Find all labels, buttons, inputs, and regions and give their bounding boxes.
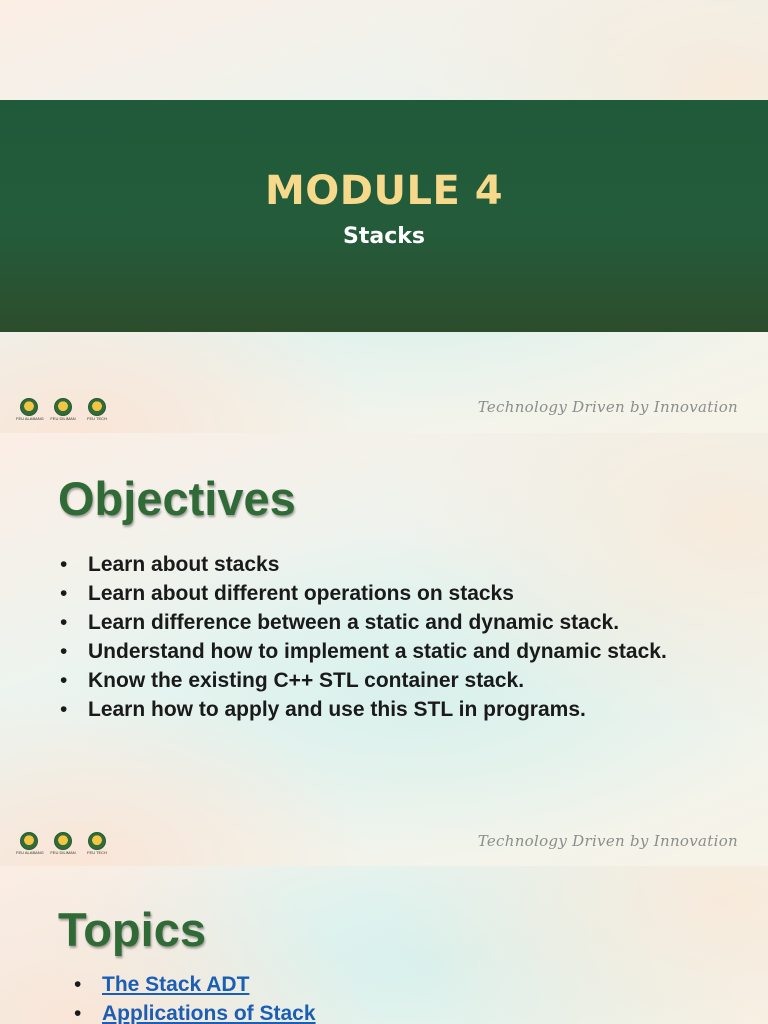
slide-heading: Objectives (58, 472, 296, 525)
title-band (0, 100, 768, 332)
topic-link-stack-adt[interactable]: The Stack ADT (102, 973, 250, 996)
list-item: • Learn about different operations on stacks (58, 579, 718, 608)
list-item: • Learn difference between a static and dynamic stack. (58, 608, 718, 637)
list-item: • Learn about stacks (58, 550, 718, 579)
feu-tech-logo: FEU TECH (84, 832, 110, 856)
tagline: Technology Driven by Innovation (477, 832, 738, 850)
seal-icon (88, 398, 106, 416)
objectives-list (58, 550, 718, 724)
feu-alabang-logo: FEU ALABANG (16, 832, 42, 856)
objectives-slide (0, 433, 768, 866)
seal-icon (54, 832, 72, 850)
feu-alabang-logo: FEU ALABANG (16, 398, 42, 422)
topic-link-applications[interactable]: Applications of Stack (102, 1002, 316, 1024)
seal-icon (88, 832, 106, 850)
tagline: Technology Driven by Innovation (477, 398, 738, 416)
list-item: • Know the existing C++ STL container stack. (58, 666, 718, 695)
feu-diliman-logo: FEU DILIMAN (50, 832, 76, 856)
seal-icon (20, 398, 38, 416)
module-title: MODULE 4 (264, 168, 504, 214)
topics-slide (0, 866, 768, 1024)
list-item (72, 970, 672, 999)
feu-logos (16, 398, 110, 422)
list-item: • Understand how to implement a static and dynamic stack. (58, 637, 718, 666)
feu-tech-logo: FEU TECH (84, 398, 110, 422)
slide-heading: Topics (58, 903, 206, 956)
topics-list (72, 970, 672, 1024)
title-slide (0, 0, 768, 433)
feu-logos (16, 832, 110, 856)
list-item (72, 999, 672, 1024)
seal-icon (54, 398, 72, 416)
seal-icon (20, 832, 38, 850)
feu-diliman-logo: FEU DILIMAN (50, 398, 76, 422)
list-item: • Learn how to apply and use this STL in programs. (58, 695, 718, 724)
module-subtitle: Stacks (343, 224, 425, 249)
